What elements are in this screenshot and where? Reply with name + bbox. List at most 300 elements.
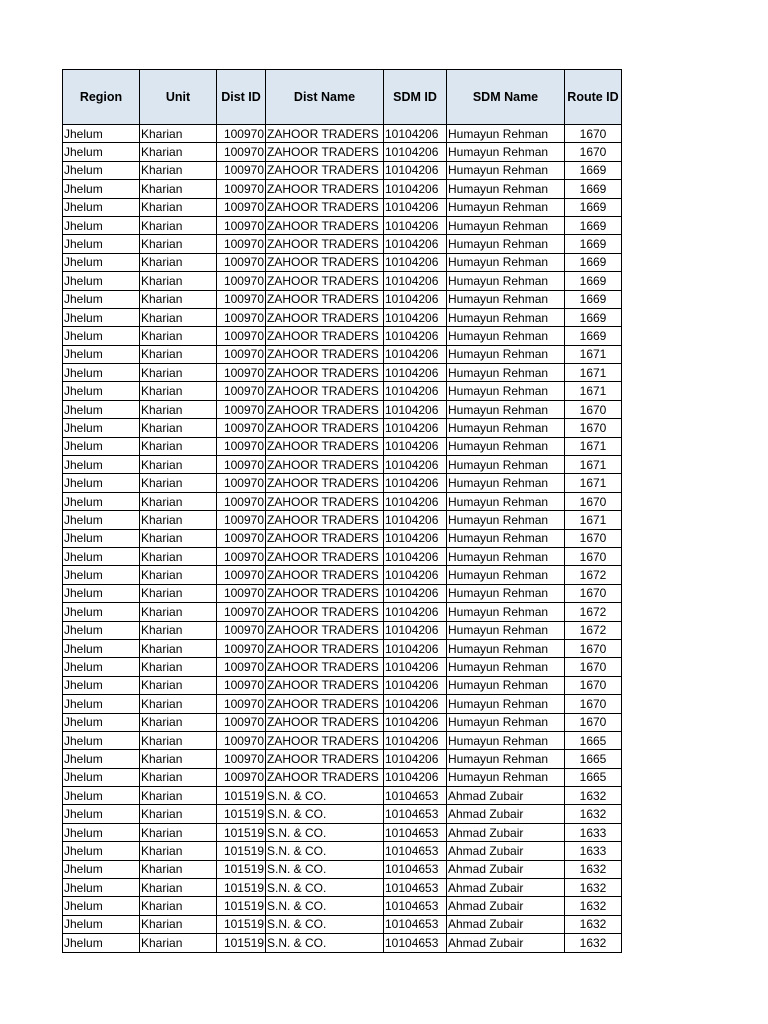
cell-dist-id[interactable]: 100970: [217, 437, 266, 455]
cell-unit[interactable]: Kharian: [140, 161, 217, 179]
cell-route-id[interactable]: 1632: [565, 897, 622, 915]
cell-region[interactable]: Jhelum: [63, 695, 140, 713]
cell-region[interactable]: Jhelum: [63, 235, 140, 253]
cell-unit[interactable]: Kharian: [140, 676, 217, 694]
cell-route-id[interactable]: 1669: [565, 272, 622, 290]
cell-route-id[interactable]: 1671: [565, 364, 622, 382]
cell-route-id[interactable]: 1669: [565, 216, 622, 234]
cell-dist-id[interactable]: 100970: [217, 456, 266, 474]
cell-sdm-id[interactable]: 10104206: [384, 676, 447, 694]
cell-route-id[interactable]: 1671: [565, 456, 622, 474]
cell-region[interactable]: Jhelum: [63, 603, 140, 621]
cell-sdm-name[interactable]: Humayun Rehman: [447, 308, 565, 326]
cell-route-id[interactable]: 1672: [565, 566, 622, 584]
cell-sdm-id[interactable]: 10104206: [384, 639, 447, 657]
cell-sdm-id[interactable]: 10104653: [384, 915, 447, 933]
cell-route-id[interactable]: 1670: [565, 400, 622, 418]
cell-unit[interactable]: Kharian: [140, 584, 217, 602]
cell-route-id[interactable]: 1670: [565, 584, 622, 602]
cell-sdm-name[interactable]: Humayun Rehman: [447, 731, 565, 749]
cell-dist-name[interactable]: ZAHOOR TRADERS: [266, 658, 384, 676]
cell-unit[interactable]: Kharian: [140, 639, 217, 657]
cell-route-id[interactable]: 1632: [565, 805, 622, 823]
cell-region[interactable]: Jhelum: [63, 290, 140, 308]
cell-sdm-name[interactable]: Humayun Rehman: [447, 695, 565, 713]
cell-dist-id[interactable]: 100970: [217, 731, 266, 749]
cell-region[interactable]: Jhelum: [63, 474, 140, 492]
cell-unit[interactable]: Kharian: [140, 235, 217, 253]
cell-sdm-id[interactable]: 10104206: [384, 382, 447, 400]
cell-sdm-id[interactable]: 10104206: [384, 272, 447, 290]
cell-route-id[interactable]: 1632: [565, 934, 622, 952]
cell-dist-id[interactable]: 101519: [217, 915, 266, 933]
cell-sdm-id[interactable]: 10104206: [384, 235, 447, 253]
cell-dist-name[interactable]: ZAHOOR TRADERS: [266, 125, 384, 143]
cell-sdm-id[interactable]: 10104206: [384, 768, 447, 786]
cell-sdm-id[interactable]: 10104206: [384, 713, 447, 731]
cell-sdm-id[interactable]: 10104206: [384, 695, 447, 713]
cell-sdm-name[interactable]: Humayun Rehman: [447, 253, 565, 271]
cell-dist-id[interactable]: 100970: [217, 639, 266, 657]
cell-dist-id[interactable]: 101519: [217, 787, 266, 805]
cell-dist-id[interactable]: 100970: [217, 125, 266, 143]
cell-dist-id[interactable]: 100970: [217, 364, 266, 382]
cell-dist-name[interactable]: ZAHOOR TRADERS: [266, 566, 384, 584]
cell-sdm-id[interactable]: 10104206: [384, 216, 447, 234]
cell-region[interactable]: Jhelum: [63, 658, 140, 676]
cell-sdm-id[interactable]: 10104206: [384, 456, 447, 474]
cell-route-id[interactable]: 1665: [565, 731, 622, 749]
cell-dist-id[interactable]: 100970: [217, 290, 266, 308]
cell-region[interactable]: Jhelum: [63, 915, 140, 933]
cell-region[interactable]: Jhelum: [63, 584, 140, 602]
cell-dist-name[interactable]: S.N. & CO.: [266, 934, 384, 952]
cell-dist-name[interactable]: ZAHOOR TRADERS: [266, 161, 384, 179]
cell-region[interactable]: Jhelum: [63, 621, 140, 639]
cell-sdm-name[interactable]: Humayun Rehman: [447, 566, 565, 584]
cell-dist-name[interactable]: ZAHOOR TRADERS: [266, 308, 384, 326]
cell-unit[interactable]: Kharian: [140, 768, 217, 786]
cell-dist-name[interactable]: ZAHOOR TRADERS: [266, 327, 384, 345]
cell-sdm-id[interactable]: 10104206: [384, 584, 447, 602]
cell-unit[interactable]: Kharian: [140, 603, 217, 621]
cell-sdm-id[interactable]: 10104206: [384, 621, 447, 639]
cell-route-id[interactable]: 1632: [565, 860, 622, 878]
cell-unit[interactable]: Kharian: [140, 823, 217, 841]
cell-sdm-name[interactable]: Humayun Rehman: [447, 345, 565, 363]
cell-unit[interactable]: Kharian: [140, 216, 217, 234]
cell-unit[interactable]: Kharian: [140, 897, 217, 915]
cell-sdm-id[interactable]: 10104206: [384, 143, 447, 161]
cell-sdm-name[interactable]: Humayun Rehman: [447, 676, 565, 694]
cell-sdm-name[interactable]: Humayun Rehman: [447, 161, 565, 179]
cell-unit[interactable]: Kharian: [140, 915, 217, 933]
cell-route-id[interactable]: 1670: [565, 639, 622, 657]
cell-dist-name[interactable]: ZAHOOR TRADERS: [266, 253, 384, 271]
cell-sdm-name[interactable]: Ahmad Zubair: [447, 915, 565, 933]
cell-sdm-id[interactable]: 10104206: [384, 180, 447, 198]
cell-sdm-id[interactable]: 10104206: [384, 658, 447, 676]
cell-region[interactable]: Jhelum: [63, 364, 140, 382]
cell-route-id[interactable]: 1665: [565, 750, 622, 768]
cell-sdm-name[interactable]: Humayun Rehman: [447, 768, 565, 786]
cell-dist-id[interactable]: 100970: [217, 511, 266, 529]
cell-region[interactable]: Jhelum: [63, 345, 140, 363]
cell-sdm-id[interactable]: 10104653: [384, 934, 447, 952]
cell-unit[interactable]: Kharian: [140, 364, 217, 382]
cell-unit[interactable]: Kharian: [140, 382, 217, 400]
cell-sdm-id[interactable]: 10104206: [384, 437, 447, 455]
cell-sdm-name[interactable]: Humayun Rehman: [447, 419, 565, 437]
cell-region[interactable]: Jhelum: [63, 253, 140, 271]
cell-sdm-id[interactable]: 10104206: [384, 290, 447, 308]
cell-dist-name[interactable]: ZAHOOR TRADERS: [266, 676, 384, 694]
cell-route-id[interactable]: 1670: [565, 143, 622, 161]
cell-sdm-name[interactable]: Humayun Rehman: [447, 290, 565, 308]
cell-sdm-id[interactable]: 10104653: [384, 897, 447, 915]
cell-sdm-id[interactable]: 10104206: [384, 731, 447, 749]
cell-route-id[interactable]: 1669: [565, 180, 622, 198]
cell-route-id[interactable]: 1669: [565, 327, 622, 345]
cell-region[interactable]: Jhelum: [63, 768, 140, 786]
cell-unit[interactable]: Kharian: [140, 842, 217, 860]
cell-dist-id[interactable]: 100970: [217, 621, 266, 639]
cell-region[interactable]: Jhelum: [63, 842, 140, 860]
cell-sdm-name[interactable]: Humayun Rehman: [447, 547, 565, 565]
cell-sdm-name[interactable]: Humayun Rehman: [447, 198, 565, 216]
cell-dist-name[interactable]: ZAHOOR TRADERS: [266, 290, 384, 308]
column-header-unit[interactable]: Unit: [140, 70, 217, 125]
cell-dist-id[interactable]: 101519: [217, 934, 266, 952]
cell-sdm-id[interactable]: 10104206: [384, 529, 447, 547]
cell-region[interactable]: Jhelum: [63, 492, 140, 510]
cell-sdm-id[interactable]: 10104206: [384, 511, 447, 529]
cell-dist-name[interactable]: ZAHOOR TRADERS: [266, 143, 384, 161]
cell-route-id[interactable]: 1670: [565, 547, 622, 565]
cell-unit[interactable]: Kharian: [140, 308, 217, 326]
cell-sdm-name[interactable]: Humayun Rehman: [447, 474, 565, 492]
cell-dist-name[interactable]: ZAHOOR TRADERS: [266, 603, 384, 621]
cell-sdm-name[interactable]: Ahmad Zubair: [447, 805, 565, 823]
cell-dist-id[interactable]: 100970: [217, 492, 266, 510]
cell-dist-name[interactable]: ZAHOOR TRADERS: [266, 419, 384, 437]
cell-sdm-name[interactable]: Humayun Rehman: [447, 750, 565, 768]
cell-sdm-name[interactable]: Humayun Rehman: [447, 382, 565, 400]
cell-dist-id[interactable]: 100970: [217, 474, 266, 492]
cell-dist-id[interactable]: 100970: [217, 768, 266, 786]
cell-dist-name[interactable]: ZAHOOR TRADERS: [266, 180, 384, 198]
cell-unit[interactable]: Kharian: [140, 566, 217, 584]
cell-dist-id[interactable]: 100970: [217, 566, 266, 584]
cell-region[interactable]: Jhelum: [63, 566, 140, 584]
cell-sdm-id[interactable]: 10104206: [384, 125, 447, 143]
cell-sdm-name[interactable]: Humayun Rehman: [447, 327, 565, 345]
cell-dist-name[interactable]: S.N. & CO.: [266, 897, 384, 915]
cell-route-id[interactable]: 1665: [565, 768, 622, 786]
cell-unit[interactable]: Kharian: [140, 437, 217, 455]
cell-dist-id[interactable]: 100970: [217, 529, 266, 547]
cell-route-id[interactable]: 1671: [565, 345, 622, 363]
cell-sdm-id[interactable]: 10104206: [384, 253, 447, 271]
cell-dist-id[interactable]: 100970: [217, 400, 266, 418]
cell-dist-name[interactable]: ZAHOOR TRADERS: [266, 639, 384, 657]
cell-dist-id[interactable]: 100970: [217, 272, 266, 290]
cell-dist-name[interactable]: ZAHOOR TRADERS: [266, 400, 384, 418]
cell-sdm-name[interactable]: Humayun Rehman: [447, 125, 565, 143]
cell-unit[interactable]: Kharian: [140, 547, 217, 565]
cell-sdm-id[interactable]: 10104653: [384, 860, 447, 878]
cell-sdm-name[interactable]: Humayun Rehman: [447, 400, 565, 418]
cell-unit[interactable]: Kharian: [140, 198, 217, 216]
column-header-sdm-name[interactable]: SDM Name: [447, 70, 565, 125]
cell-route-id[interactable]: 1670: [565, 695, 622, 713]
cell-unit[interactable]: Kharian: [140, 805, 217, 823]
cell-region[interactable]: Jhelum: [63, 437, 140, 455]
cell-route-id[interactable]: 1671: [565, 382, 622, 400]
cell-region[interactable]: Jhelum: [63, 272, 140, 290]
cell-region[interactable]: Jhelum: [63, 161, 140, 179]
cell-route-id[interactable]: 1633: [565, 823, 622, 841]
cell-dist-name[interactable]: ZAHOOR TRADERS: [266, 382, 384, 400]
cell-sdm-id[interactable]: 10104206: [384, 492, 447, 510]
cell-sdm-name[interactable]: Humayun Rehman: [447, 235, 565, 253]
cell-route-id[interactable]: 1670: [565, 713, 622, 731]
cell-unit[interactable]: Kharian: [140, 731, 217, 749]
cell-route-id[interactable]: 1670: [565, 676, 622, 694]
cell-unit[interactable]: Kharian: [140, 345, 217, 363]
cell-region[interactable]: Jhelum: [63, 216, 140, 234]
cell-sdm-name[interactable]: Humayun Rehman: [447, 143, 565, 161]
cell-sdm-id[interactable]: 10104653: [384, 823, 447, 841]
cell-sdm-id[interactable]: 10104206: [384, 345, 447, 363]
cell-route-id[interactable]: 1671: [565, 437, 622, 455]
cell-sdm-id[interactable]: 10104206: [384, 750, 447, 768]
cell-sdm-id[interactable]: 10104653: [384, 879, 447, 897]
cell-route-id[interactable]: 1671: [565, 474, 622, 492]
cell-sdm-id[interactable]: 10104653: [384, 842, 447, 860]
cell-dist-name[interactable]: S.N. & CO.: [266, 805, 384, 823]
cell-sdm-name[interactable]: Humayun Rehman: [447, 621, 565, 639]
cell-dist-name[interactable]: ZAHOOR TRADERS: [266, 272, 384, 290]
cell-sdm-id[interactable]: 10104206: [384, 161, 447, 179]
cell-region[interactable]: Jhelum: [63, 143, 140, 161]
cell-dist-name[interactable]: S.N. & CO.: [266, 842, 384, 860]
cell-sdm-id[interactable]: 10104206: [384, 547, 447, 565]
column-header-route-id[interactable]: Route ID: [565, 70, 622, 125]
cell-dist-id[interactable]: 100970: [217, 143, 266, 161]
cell-dist-name[interactable]: ZAHOOR TRADERS: [266, 198, 384, 216]
cell-dist-name[interactable]: S.N. & CO.: [266, 879, 384, 897]
cell-sdm-name[interactable]: Ahmad Zubair: [447, 823, 565, 841]
cell-sdm-id[interactable]: 10104653: [384, 805, 447, 823]
cell-dist-id[interactable]: 101519: [217, 879, 266, 897]
cell-dist-id[interactable]: 100970: [217, 327, 266, 345]
cell-route-id[interactable]: 1670: [565, 125, 622, 143]
cell-sdm-name[interactable]: Humayun Rehman: [447, 511, 565, 529]
cell-dist-id[interactable]: 100970: [217, 584, 266, 602]
column-header-dist-id[interactable]: Dist ID: [217, 70, 266, 125]
cell-dist-name[interactable]: ZAHOOR TRADERS: [266, 474, 384, 492]
cell-unit[interactable]: Kharian: [140, 879, 217, 897]
cell-dist-id[interactable]: 100970: [217, 235, 266, 253]
cell-dist-name[interactable]: ZAHOOR TRADERS: [266, 511, 384, 529]
cell-region[interactable]: Jhelum: [63, 787, 140, 805]
cell-dist-name[interactable]: ZAHOOR TRADERS: [266, 750, 384, 768]
cell-dist-name[interactable]: ZAHOOR TRADERS: [266, 584, 384, 602]
cell-dist-name[interactable]: S.N. & CO.: [266, 823, 384, 841]
cell-region[interactable]: Jhelum: [63, 750, 140, 768]
cell-dist-name[interactable]: ZAHOOR TRADERS: [266, 621, 384, 639]
cell-dist-name[interactable]: ZAHOOR TRADERS: [266, 768, 384, 786]
cell-unit[interactable]: Kharian: [140, 860, 217, 878]
cell-dist-name[interactable]: ZAHOOR TRADERS: [266, 235, 384, 253]
cell-dist-id[interactable]: 100970: [217, 695, 266, 713]
cell-dist-id[interactable]: 100970: [217, 658, 266, 676]
cell-unit[interactable]: Kharian: [140, 180, 217, 198]
cell-unit[interactable]: Kharian: [140, 125, 217, 143]
cell-sdm-name[interactable]: Humayun Rehman: [447, 180, 565, 198]
cell-region[interactable]: Jhelum: [63, 529, 140, 547]
cell-sdm-id[interactable]: 10104206: [384, 364, 447, 382]
cell-sdm-id[interactable]: 10104653: [384, 787, 447, 805]
cell-route-id[interactable]: 1669: [565, 235, 622, 253]
cell-route-id[interactable]: 1632: [565, 915, 622, 933]
cell-dist-name[interactable]: ZAHOOR TRADERS: [266, 713, 384, 731]
cell-dist-name[interactable]: ZAHOOR TRADERS: [266, 492, 384, 510]
cell-dist-id[interactable]: 100970: [217, 382, 266, 400]
cell-unit[interactable]: Kharian: [140, 695, 217, 713]
cell-region[interactable]: Jhelum: [63, 823, 140, 841]
cell-unit[interactable]: Kharian: [140, 713, 217, 731]
cell-route-id[interactable]: 1669: [565, 253, 622, 271]
cell-region[interactable]: Jhelum: [63, 419, 140, 437]
cell-region[interactable]: Jhelum: [63, 713, 140, 731]
cell-dist-name[interactable]: ZAHOOR TRADERS: [266, 695, 384, 713]
cell-region[interactable]: Jhelum: [63, 934, 140, 952]
cell-route-id[interactable]: 1670: [565, 419, 622, 437]
cell-region[interactable]: Jhelum: [63, 879, 140, 897]
cell-region[interactable]: Jhelum: [63, 180, 140, 198]
cell-region[interactable]: Jhelum: [63, 805, 140, 823]
cell-sdm-name[interactable]: Ahmad Zubair: [447, 787, 565, 805]
cell-unit[interactable]: Kharian: [140, 934, 217, 952]
cell-dist-name[interactable]: S.N. & CO.: [266, 787, 384, 805]
cell-sdm-id[interactable]: 10104206: [384, 603, 447, 621]
cell-dist-name[interactable]: S.N. & CO.: [266, 860, 384, 878]
cell-sdm-id[interactable]: 10104206: [384, 400, 447, 418]
cell-dist-id[interactable]: 100970: [217, 603, 266, 621]
cell-region[interactable]: Jhelum: [63, 382, 140, 400]
cell-sdm-id[interactable]: 10104206: [384, 327, 447, 345]
cell-sdm-id[interactable]: 10104206: [384, 198, 447, 216]
cell-sdm-name[interactable]: Ahmad Zubair: [447, 879, 565, 897]
cell-region[interactable]: Jhelum: [63, 860, 140, 878]
cell-route-id[interactable]: 1632: [565, 879, 622, 897]
cell-dist-name[interactable]: ZAHOOR TRADERS: [266, 529, 384, 547]
cell-sdm-name[interactable]: Ahmad Zubair: [447, 842, 565, 860]
cell-unit[interactable]: Kharian: [140, 327, 217, 345]
cell-region[interactable]: Jhelum: [63, 511, 140, 529]
cell-unit[interactable]: Kharian: [140, 658, 217, 676]
cell-region[interactable]: Jhelum: [63, 897, 140, 915]
cell-sdm-name[interactable]: Humayun Rehman: [447, 364, 565, 382]
cell-sdm-id[interactable]: 10104206: [384, 419, 447, 437]
cell-unit[interactable]: Kharian: [140, 529, 217, 547]
cell-sdm-name[interactable]: Humayun Rehman: [447, 658, 565, 676]
cell-dist-id[interactable]: 100970: [217, 750, 266, 768]
cell-route-id[interactable]: 1633: [565, 842, 622, 860]
cell-dist-name[interactable]: ZAHOOR TRADERS: [266, 456, 384, 474]
cell-route-id[interactable]: 1632: [565, 787, 622, 805]
cell-dist-id[interactable]: 100970: [217, 198, 266, 216]
cell-dist-id[interactable]: 100970: [217, 180, 266, 198]
cell-dist-id[interactable]: 100970: [217, 161, 266, 179]
cell-sdm-name[interactable]: Humayun Rehman: [447, 639, 565, 657]
cell-unit[interactable]: Kharian: [140, 253, 217, 271]
cell-dist-name[interactable]: S.N. & CO.: [266, 915, 384, 933]
cell-unit[interactable]: Kharian: [140, 290, 217, 308]
cell-route-id[interactable]: 1672: [565, 603, 622, 621]
cell-region[interactable]: Jhelum: [63, 308, 140, 326]
cell-dist-id[interactable]: 100970: [217, 419, 266, 437]
cell-region[interactable]: Jhelum: [63, 125, 140, 143]
cell-sdm-name[interactable]: Humayun Rehman: [447, 437, 565, 455]
cell-dist-id[interactable]: 101519: [217, 842, 266, 860]
column-header-dist-name[interactable]: Dist Name: [266, 70, 384, 125]
cell-dist-name[interactable]: ZAHOOR TRADERS: [266, 547, 384, 565]
cell-route-id[interactable]: 1672: [565, 621, 622, 639]
cell-sdm-name[interactable]: Humayun Rehman: [447, 216, 565, 234]
cell-dist-id[interactable]: 101519: [217, 805, 266, 823]
cell-route-id[interactable]: 1669: [565, 198, 622, 216]
cell-route-id[interactable]: 1671: [565, 511, 622, 529]
cell-dist-name[interactable]: ZAHOOR TRADERS: [266, 345, 384, 363]
cell-region[interactable]: Jhelum: [63, 639, 140, 657]
cell-unit[interactable]: Kharian: [140, 272, 217, 290]
cell-unit[interactable]: Kharian: [140, 492, 217, 510]
cell-route-id[interactable]: 1669: [565, 290, 622, 308]
cell-unit[interactable]: Kharian: [140, 750, 217, 768]
cell-sdm-name[interactable]: Humayun Rehman: [447, 603, 565, 621]
cell-dist-name[interactable]: ZAHOOR TRADERS: [266, 437, 384, 455]
column-header-region[interactable]: Region: [63, 70, 140, 125]
cell-dist-id[interactable]: 100970: [217, 547, 266, 565]
cell-unit[interactable]: Kharian: [140, 419, 217, 437]
cell-route-id[interactable]: 1670: [565, 658, 622, 676]
cell-region[interactable]: Jhelum: [63, 731, 140, 749]
cell-region[interactable]: Jhelum: [63, 400, 140, 418]
cell-sdm-name[interactable]: Ahmad Zubair: [447, 934, 565, 952]
cell-dist-id[interactable]: 101519: [217, 897, 266, 915]
cell-unit[interactable]: Kharian: [140, 787, 217, 805]
cell-unit[interactable]: Kharian: [140, 400, 217, 418]
cell-sdm-name[interactable]: Humayun Rehman: [447, 584, 565, 602]
cell-dist-name[interactable]: ZAHOOR TRADERS: [266, 364, 384, 382]
cell-route-id[interactable]: 1669: [565, 308, 622, 326]
cell-sdm-id[interactable]: 10104206: [384, 566, 447, 584]
column-header-sdm-id[interactable]: SDM ID: [384, 70, 447, 125]
cell-dist-name[interactable]: ZAHOOR TRADERS: [266, 731, 384, 749]
cell-dist-name[interactable]: ZAHOOR TRADERS: [266, 216, 384, 234]
cell-region[interactable]: Jhelum: [63, 198, 140, 216]
cell-route-id[interactable]: 1670: [565, 529, 622, 547]
cell-dist-id[interactable]: 100970: [217, 216, 266, 234]
cell-unit[interactable]: Kharian: [140, 621, 217, 639]
cell-dist-id[interactable]: 100970: [217, 253, 266, 271]
cell-region[interactable]: Jhelum: [63, 676, 140, 694]
cell-sdm-name[interactable]: Humayun Rehman: [447, 492, 565, 510]
cell-sdm-id[interactable]: 10104206: [384, 308, 447, 326]
